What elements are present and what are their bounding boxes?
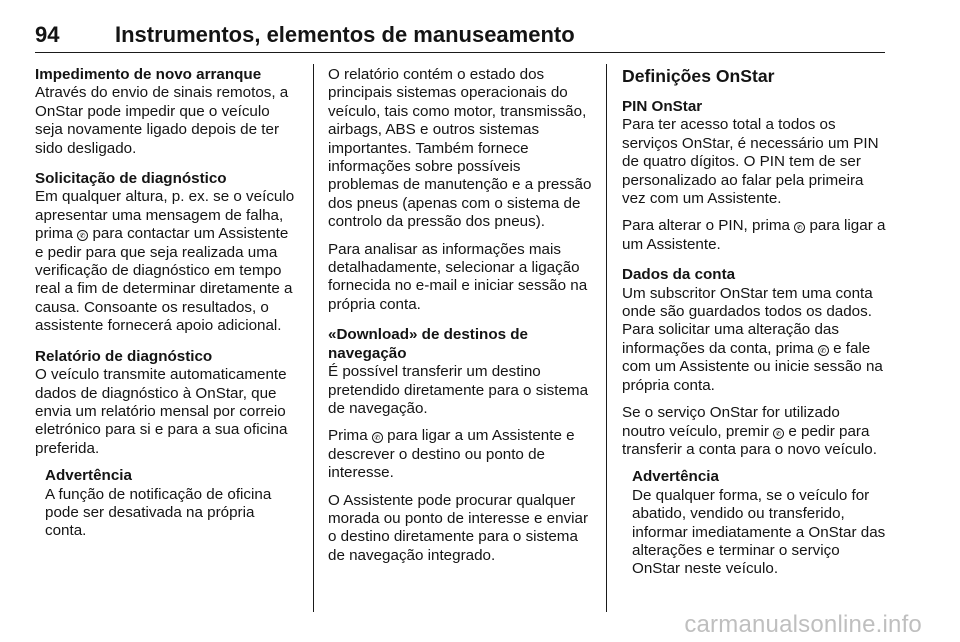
section-heading: Impedimento de novo arranque [35, 66, 262, 83]
paragraph [328, 427, 592, 482]
text-run: Se o serviço OnStar for utilizado noutro veículo, premir [622, 404, 840, 440]
section-heading: «Download» de destinos de navegação [328, 326, 529, 362]
onstar-button-icon: ✆ [818, 345, 829, 356]
onstar-button-icon: ✆ [794, 222, 805, 233]
section-title: Definições OnStar [622, 66, 775, 86]
paragraph [622, 217, 886, 254]
paragraph [622, 285, 886, 395]
text-run: para ligar a um Assistente. [622, 217, 886, 253]
onstar-button-icon: ✆ [773, 428, 784, 439]
text-run: e fale com um Assistente ou inicie sessão na própria conta. [622, 339, 883, 394]
text-run: e pedir para transferir a conta para o novo veículo. [622, 422, 877, 458]
section-dados-conta [622, 266, 886, 579]
onstar-button-icon: ✆ [372, 432, 383, 443]
section-heading: Solicitação de diagnóstico [35, 170, 227, 188]
column-2 [328, 66, 592, 577]
paragraph: Para analisar as informações mais detalhadamente, selecionar a ligação fornecida no e-mail e iniciar sessão na própria conta. [328, 240, 588, 313]
page-number: 94 [35, 22, 60, 47]
section-heading: PIN OnStar [622, 98, 703, 115]
column-divider-1 [313, 64, 314, 612]
text-run: Para alterar o PIN, prima [622, 217, 790, 235]
text-run: Um subscritor OnStar tem uma conta onde são guardados todos os dados. Para solicitar uma alteração das informações da conta, prima [622, 284, 873, 357]
section-pin-onstar [622, 98, 886, 254]
section-heading: Dados da conta [622, 266, 736, 284]
section-download-destinos [328, 326, 592, 565]
warning-text: A função de notificação de oficina pode ser desativada na própria conta. [45, 485, 272, 540]
section-solicitacao-diagnostico [35, 170, 298, 336]
paragraph [35, 188, 298, 335]
text-run: Prima [328, 427, 368, 445]
warning-box [45, 467, 298, 541]
page-header [35, 22, 885, 53]
paragraph: É possível transferir um destino pretendido diretamente para o sistema de navegação. [328, 363, 589, 417]
paragraph: O Assistente pode procurar qualquer morada ou ponto de interesse e enviar o destino diretamente para o sistema de navegação integrado. [328, 491, 589, 564]
onstar-button-icon: ✆ [77, 230, 88, 241]
column-1 [35, 66, 298, 553]
warning-text: De qualquer forma, se o veículo for abatido, vendido ou transferido, informar imediatamente a OnStar das alterações e terminar o serviço OnStar neste veículo. [632, 486, 886, 578]
section-heading: Relatório de diagnóstico [35, 347, 213, 365]
warning-heading: Advertência [45, 467, 132, 485]
column-3 [622, 66, 886, 591]
section-relatorio-diagnostico [35, 348, 298, 541]
paragraph: O veículo transmite automaticamente dados de diagnóstico à OnStar, que envia um relatório mensal por correio eletrónico para si e para a sua oficina preferida. [35, 366, 288, 457]
watermark: carmanualsonline.info [684, 611, 922, 638]
warning-box [632, 468, 886, 578]
text-run: para ligar a um Assistente e descrever o destino ou ponto de interesse. [328, 427, 575, 482]
text-run: para contactar um Assistente e pedir para que seja realizada uma verificação de diagnóstico em tempo real a fim de determinar diretamente a causa. Consoante os resultados, o assistente fornecerá apoio adicional. [35, 225, 293, 335]
paragraph: O relatório contém o estado dos principais sistemas operacionais do veículo, tais como motor, transmissão, airbags, ABS e outros sistemas importantes. Também fornece informações sobre possíveis problemas de manutenção e a pressão dos pneus (apenas com o sistema de controlo da pressão dos pneus). [328, 66, 592, 231]
paragraph: Para ter acesso total a todos os serviços OnStar, é necessário um PIN de quatro dígitos. O PIN tem de ser personalizado ao falar pela primeira vez com um Assistente. [622, 116, 879, 208]
paragraph [622, 404, 886, 459]
section-impedimento [35, 66, 298, 158]
page-title: Instrumentos, elementos de manuseamento [115, 22, 575, 47]
text-run: Em qualquer altura, p. ex. se o veículo apresentar uma mensagem de falha, prima [35, 188, 295, 243]
warning-heading: Advertência [632, 468, 719, 486]
paragraph: Através do envio de sinais remotos, a OnStar pode impedir que o veículo seja novamente ligado depois de ter sido desligado. [35, 84, 289, 157]
column-divider-2 [606, 64, 607, 612]
